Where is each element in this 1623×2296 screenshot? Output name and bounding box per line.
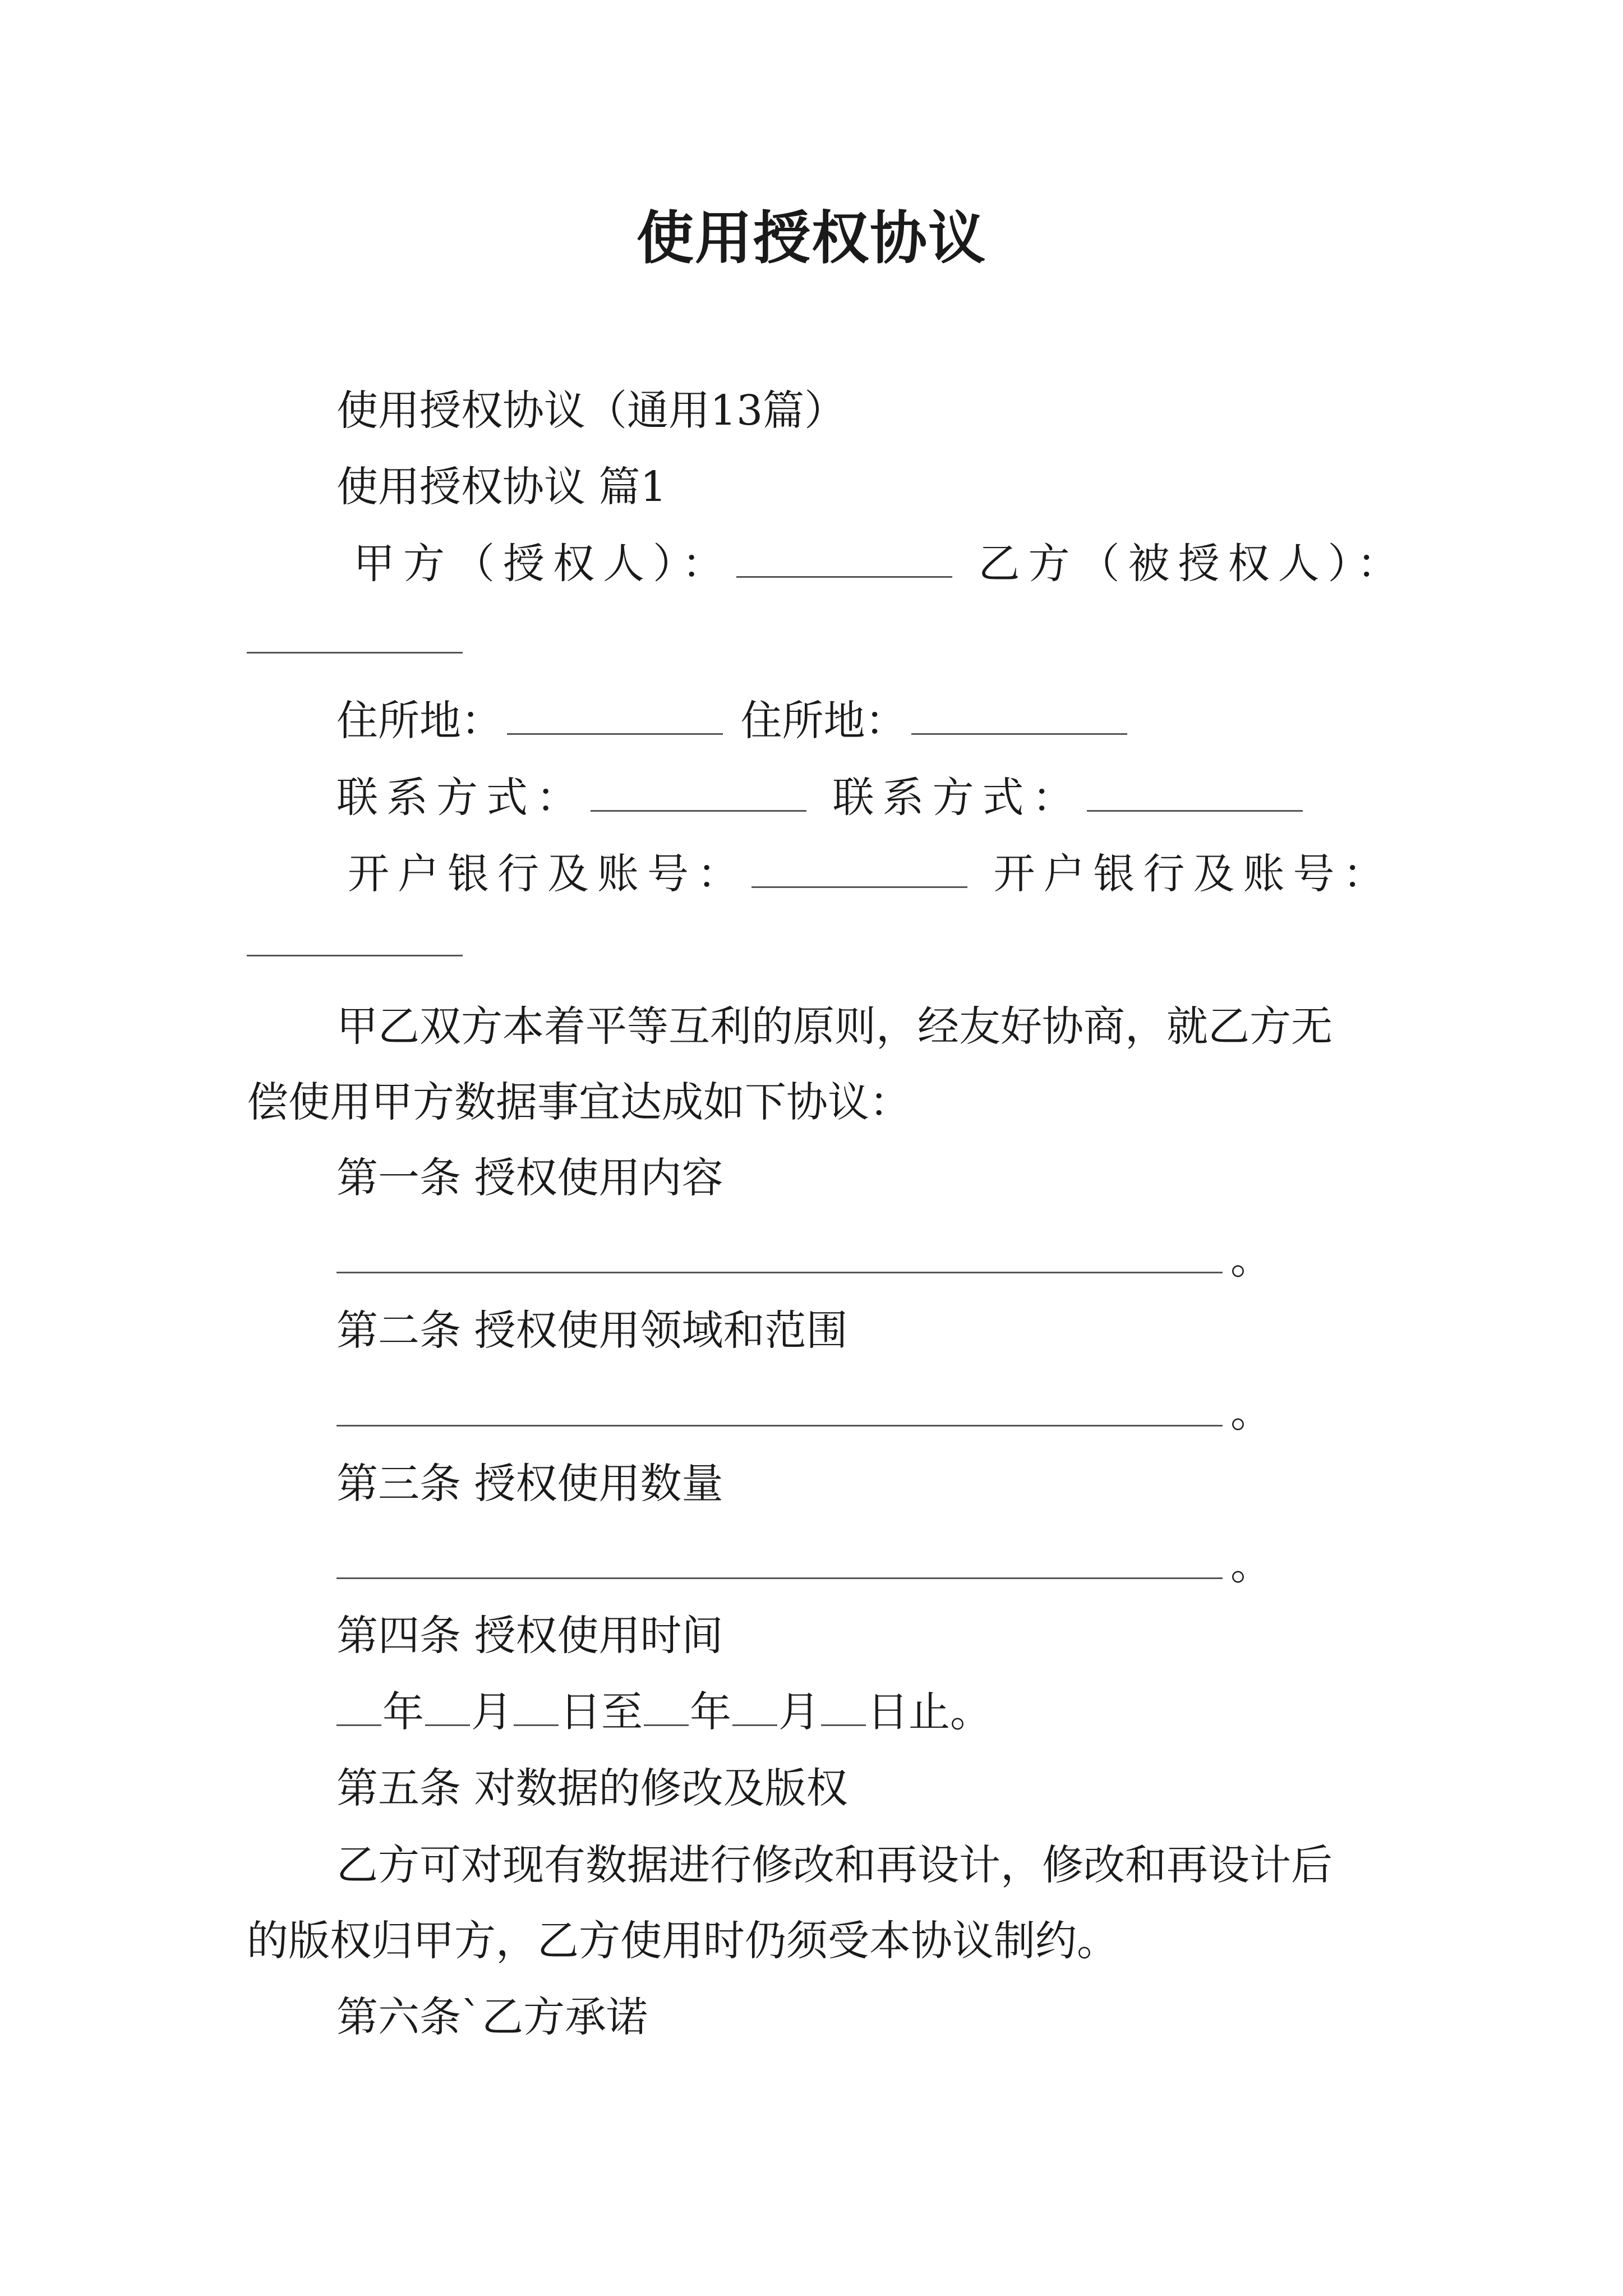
article-2-heading: 第二条 授权使用领域和范围 <box>336 1306 848 1355</box>
document-title: 使用授权协议 <box>637 205 986 272</box>
article-4-dates <box>336 1684 992 1740</box>
contact-b-blank[interactable] <box>1087 771 1303 812</box>
article-6-heading: 第六条`乙方承诺 <box>336 1993 648 2041</box>
day-to-label: 日至 <box>560 1688 643 1736</box>
article-2-blank[interactable] <box>336 1386 1223 1427</box>
period: 。 <box>1230 1388 1272 1437</box>
preamble-line-1: 甲乙双方本着平等互利的原则，经友好协商，就乙方无 <box>336 1002 1332 1051</box>
start-month-blank[interactable] <box>425 1685 470 1726</box>
preamble-line-2: 偿使用甲方数据事宜达成如下协议： <box>247 1078 911 1126</box>
article-2-fill <box>336 1384 1272 1441</box>
article-5-body-1: 乙方可对现有数据进行修改和再设计，修改和再设计后 <box>336 1841 1332 1889</box>
party-a-label: 甲方（授权人）： <box>353 540 732 588</box>
day-end-label: 日止。 <box>867 1688 992 1736</box>
contact-line <box>336 770 1307 826</box>
bank-a-label: 开户银行及账号： <box>348 850 747 898</box>
article-1-blank[interactable] <box>336 1232 1223 1273</box>
contact-b-label: 联系方式： <box>832 774 1082 822</box>
bank-line <box>348 846 1393 902</box>
end-day-blank[interactable] <box>821 1685 866 1726</box>
contact-a-label: 联系方式： <box>336 774 586 822</box>
address-a-blank[interactable] <box>507 694 723 735</box>
address-line <box>336 693 1132 749</box>
address-b-blank[interactable] <box>911 694 1127 735</box>
article-3-fill <box>336 1537 1272 1593</box>
period: 。 <box>1230 1541 1272 1589</box>
address-a-label: 住所地： <box>336 697 502 745</box>
month-label: 月 <box>471 1688 513 1736</box>
article-1-fill <box>336 1231 1272 1287</box>
address-b-label: 住所地： <box>740 697 907 745</box>
bank-b-blank[interactable] <box>247 915 463 956</box>
month-label: 月 <box>778 1688 820 1736</box>
bank-b-line <box>247 914 467 970</box>
article-4-heading: 第四条 授权使用时间 <box>336 1612 723 1660</box>
article-5-heading: 第五条 对数据的修改及版权 <box>336 1764 848 1812</box>
start-year-blank[interactable] <box>336 1685 381 1726</box>
start-day-blank[interactable] <box>514 1685 559 1726</box>
article-3-heading: 第三条 授权使用数量 <box>336 1460 723 1508</box>
party-b-label: 乙方（被授权人）： <box>978 540 1407 588</box>
end-year-blank[interactable] <box>644 1685 689 1726</box>
party-b-line <box>247 611 467 668</box>
party-line <box>353 536 1407 592</box>
end-month-blank[interactable] <box>732 1685 777 1726</box>
contact-a-blank[interactable] <box>591 771 806 812</box>
article-1-heading: 第一条 授权使用内容 <box>336 1154 723 1202</box>
bank-a-blank[interactable] <box>751 847 967 888</box>
article-3-blank[interactable] <box>336 1538 1223 1579</box>
bank-b-label: 开户银行及账号： <box>993 850 1393 898</box>
document-subtitle: 使用授权协议（通用13篇） <box>336 386 846 435</box>
period: 。 <box>1230 1235 1272 1283</box>
party-a-blank[interactable] <box>736 537 952 578</box>
year-label: 年 <box>382 1688 424 1736</box>
chapter-heading: 使用授权协议 篇1 <box>336 463 667 511</box>
article-5-body-2: 的版权归甲方，乙方使用时仍须受本协议制约。 <box>247 1917 1118 1965</box>
party-b-blank[interactable] <box>247 613 463 654</box>
year-label: 年 <box>690 1688 731 1736</box>
